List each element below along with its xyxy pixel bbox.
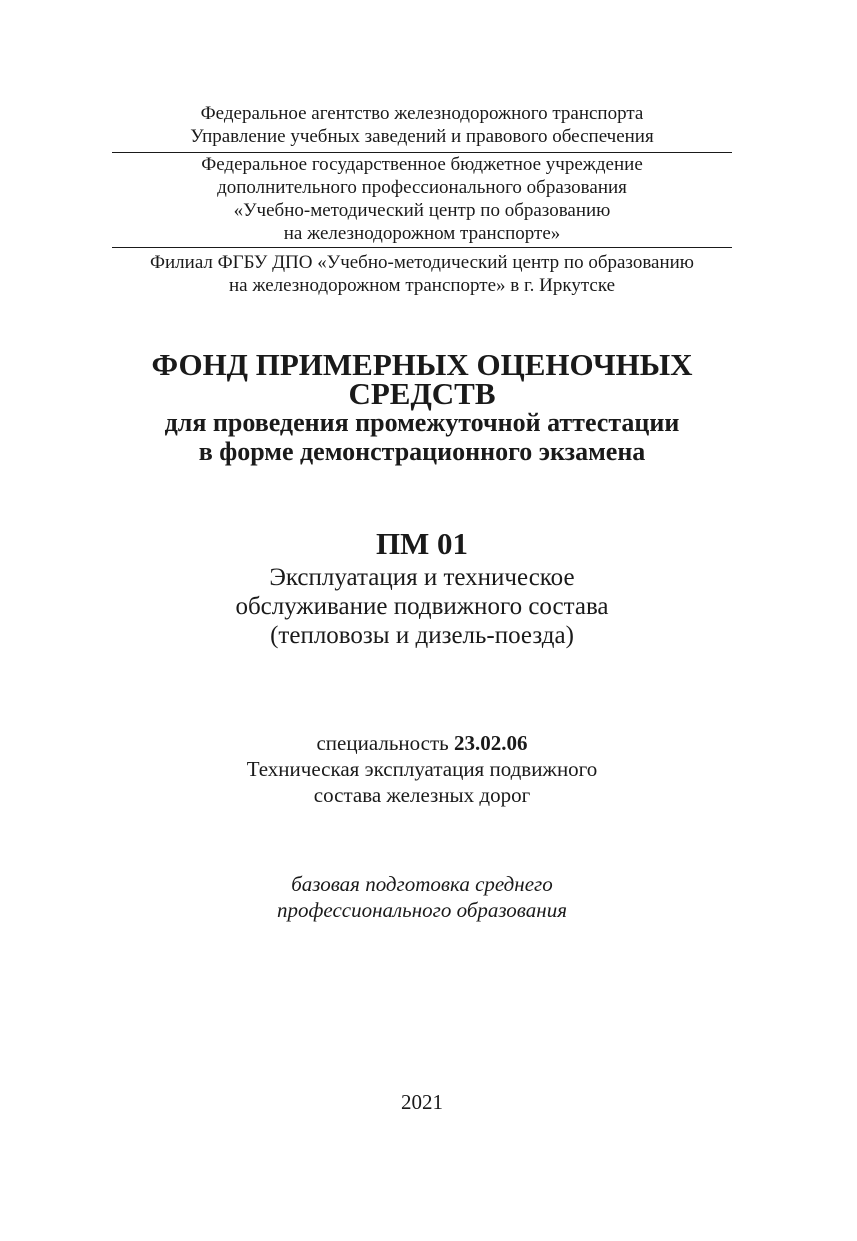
branch-line-1: Филиал ФГБУ ДПО «Учебно-методический центр по образованию [149, 252, 694, 273]
specialty-line-3: состава железных дорог [313, 783, 531, 807]
module-name-line-3: (тепловозы и дизель-поезда) [270, 622, 574, 649]
title-line-3: для проведения промежуточной аттестации [164, 408, 680, 437]
agency-line-2: Управление учебных заведений и правового обеспечения [190, 126, 654, 147]
module-section [112, 525, 732, 650]
agency-line-1: Федеральное агентство железнодорожного транспорта [200, 103, 644, 124]
institution-line-4: на железнодорожном транспорте» [283, 223, 561, 244]
branch-line-2: на железнодорожном транспорте» в г. Иркутске [228, 275, 616, 296]
level-line-2: профессионального образования [277, 898, 567, 922]
specialty-line-1 [112, 730, 732, 756]
title-line-2: СРЕДСТВ [348, 376, 496, 411]
level-line-1: базовая подготовка среднего [291, 872, 553, 896]
institution-header [112, 153, 732, 245]
specialty-line-2: Техническая эксплуатация подвижного [246, 757, 598, 781]
title-line-1: ФОНД ПРИМЕРНЫХ ОЦЕНОЧНЫХ [151, 347, 693, 382]
module-code: ПМ 01 [375, 526, 469, 561]
module-name-line-2: обслуживание подвижного состава [235, 593, 609, 620]
title-line-4: в форме демонстрационного экзамена [198, 437, 646, 466]
divider-rule [112, 247, 732, 248]
institution-line-3: «Учебно-методический центр по образованию [233, 200, 611, 221]
institution-line-1: Федеральное государственное бюджетное учреждение [201, 154, 643, 175]
agency-header [112, 102, 732, 148]
document-title [112, 347, 732, 466]
specialty-section [112, 730, 732, 808]
publication-year: 2021 [401, 1090, 443, 1114]
specialty-code: 23.02.06 [454, 731, 528, 755]
education-level [112, 871, 732, 923]
branch-header [112, 251, 732, 297]
institution-line-2: дополнительного профессионального образования [217, 177, 627, 198]
module-name-line-1: Эксплуатация и техническое [269, 564, 575, 591]
specialty-label: специальность [316, 731, 449, 755]
